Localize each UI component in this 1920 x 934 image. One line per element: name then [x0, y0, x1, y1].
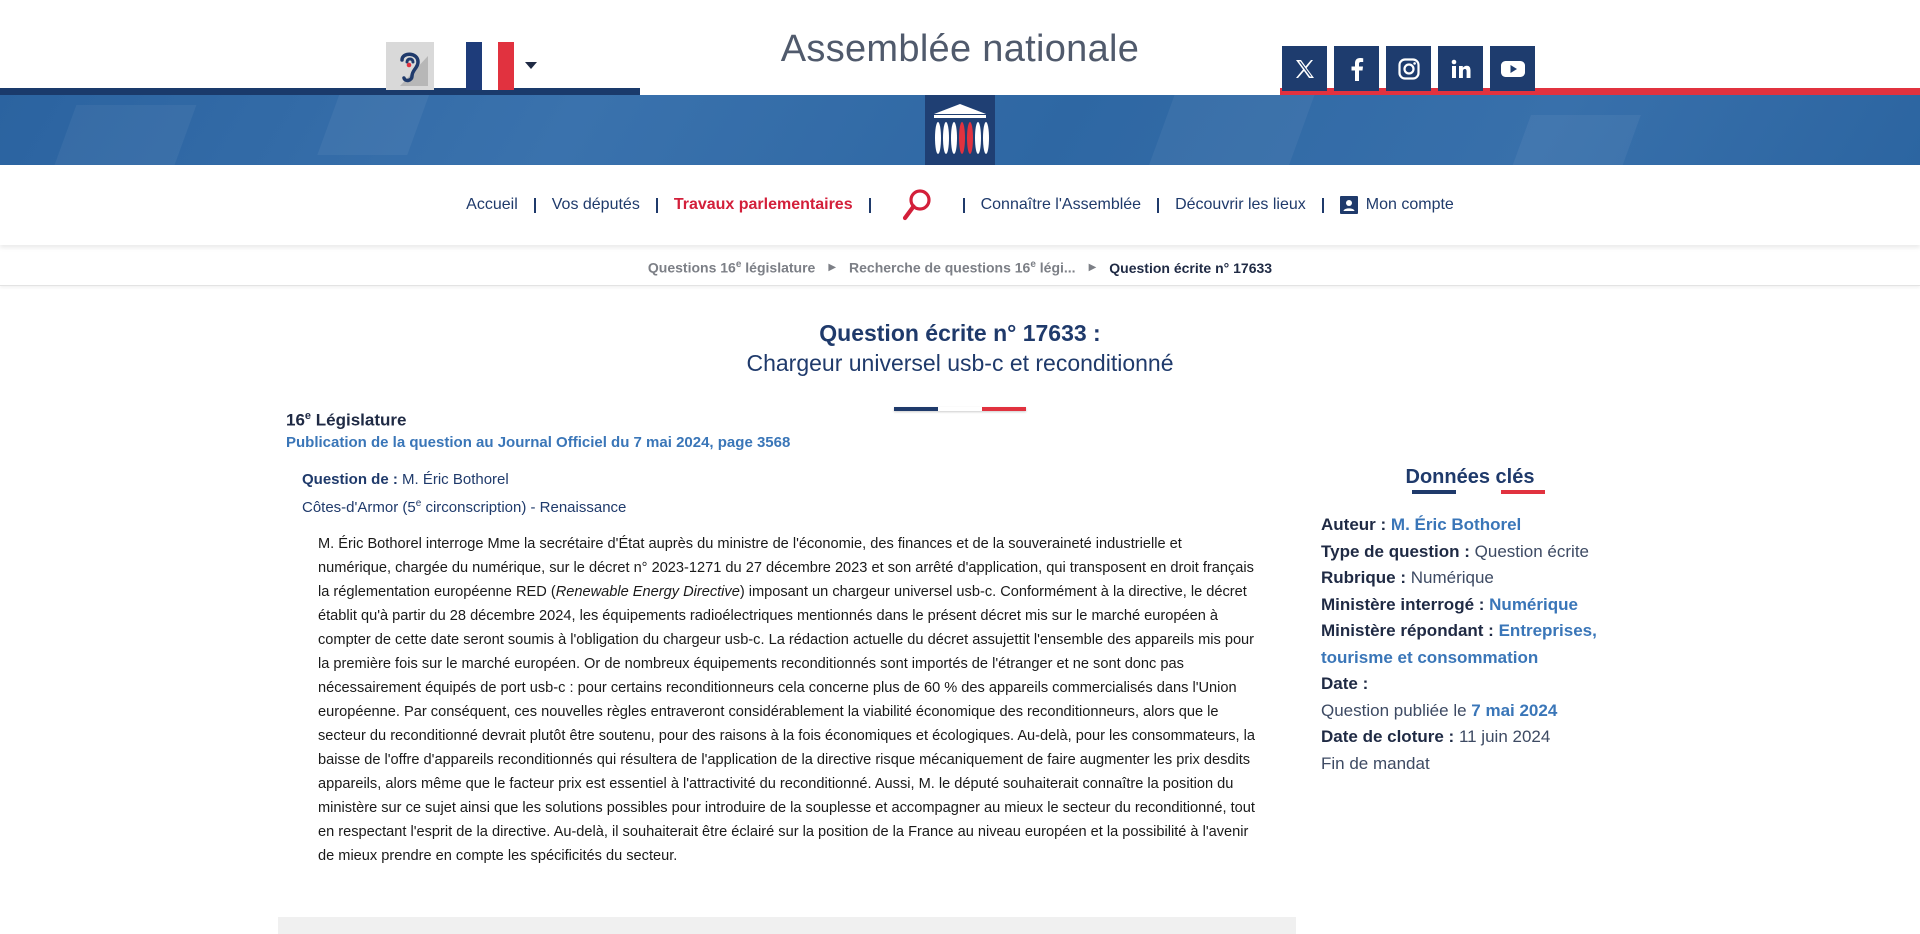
key-type: Type de question : Question écrite: [1321, 541, 1589, 561]
key-data-title: Données clés: [1405, 466, 1535, 488]
question-author: [302, 468, 626, 492]
author-name: M. Éric Bothorel: [397, 471, 509, 488]
language-selector[interactable]: [466, 42, 538, 90]
nav-item-accueil[interactable]: [450, 196, 534, 214]
france-flag-icon: [466, 42, 514, 90]
instagram-icon: [1397, 57, 1421, 81]
nav-item-travaux-parlementaires[interactable]: [658, 196, 869, 214]
question-body: M. Éric Bothorel interroge Mme la secrétaire d'État auprès du ministre de l'économie, des finances et de la souveraineté industrielle et numérique, chargée du numérique, sur le décret n° 2023-1271 du 27 décembre 2023 et son arrêté d'application, qui transposent en droit français la réglementation européenne RED (Renewable Energy Directive) imposant un chargeur universel usb-c. Conformément à la directive, le décret établit qu'à partir du 28 décembre 2024, les équipements radioélectriques mentionnés dans le présent décret mis sur le marché européen à compter de cette date seront soumis à l'obligation du chargeur usb-c. La rédaction actuelle du décret assujettit l'ensemble des appareils mis pour la première fois sur le marché européen. Or de nombreux équipements reconditionnés sont importés de l'étranger et ne sont donc pas nécessairement équipés de port usb-c : pour certains reconditionneurs cela concerne plus de 60 % des appareils commercialisés dans l'Union européenne. Par conséquent, ces nouvelles règles entraveront considérablement la viabilité économique des reconditionneurs, alors que le secteur du reconditionné devrait plutôt être soutenu, pour des raisons à la fois économiques et écologiques. Au-delà, pour les consommateurs, la baisse de l'offre d'appareils reconditionnés qui résultera de l'application de la directive risque mécaniquement de faire augmenter les prix desdits appareils, alors même que le facteur prix est essentiel à l'attractivité du reconditionné. Aussi, M. le député souhaiterait connaître la position du ministère sur ce sujet ainsi que les solutions possibles pour introduire de la souplesse et accompagner au mieux le secteur du reconditionné, tout en respectant l'esprit de la directive. Au-delà, il souhaiterait être éclairé sur la position de la France au niveau européen et la possibilité à l'avenir de mieux prendre en compte les spécificités du secteur.: [318, 536, 1255, 864]
header-stripe-navy: [0, 88, 640, 95]
assemblee-logo[interactable]: [925, 95, 995, 165]
youtube-icon: [1500, 59, 1526, 79]
tricolor-divider: [894, 407, 1026, 411]
nav-item-mon-compte[interactable]: [1324, 196, 1470, 214]
legislature-info: [286, 410, 790, 451]
site-header: [0, 0, 1920, 165]
nav-label: Travaux parlementaires: [673, 196, 853, 213]
nav-label: Connaître l'Assemblée: [980, 196, 1142, 213]
key-ministry-asked: Ministère interrogé : Numérique: [1321, 594, 1578, 614]
key-date: Date :: [1321, 674, 1369, 693]
ministry-answering-link[interactable]: Entreprises, tourisme et consommation: [1321, 621, 1597, 667]
social-links: [1282, 46, 1535, 91]
facebook-icon: [1346, 57, 1368, 81]
ministry-asked-link[interactable]: Numérique: [1489, 594, 1578, 614]
constituency: Côtes-d'Armor (5e circonscription) - Renaissance: [302, 498, 627, 516]
nav-label: Mon compte: [1365, 196, 1454, 213]
chevron-right-icon: ▶: [1088, 262, 1097, 273]
question-title-block: [640, 318, 1280, 378]
x-logo-icon: [1293, 57, 1317, 81]
publication-info: Publication de la question au Journal Officiel du 7 mai 2024, page 3568: [286, 433, 791, 451]
nav-label: Découvrir les lieux: [1175, 196, 1306, 213]
facebook-social-button[interactable]: [1334, 46, 1379, 91]
answer-section-box: [278, 917, 1296, 934]
key-end-note: Fin de mandat: [1321, 753, 1430, 773]
breadcrumb-item-recherche[interactable]: Recherche de questions 16e légi...: [849, 259, 1076, 276]
main-navigation: [0, 165, 1920, 245]
key-published: Question publiée le 7 mai 2024: [1321, 700, 1558, 720]
question-author-block: [302, 468, 626, 520]
chevron-down-icon: [524, 61, 538, 71]
youtube-social-button[interactable]: [1490, 46, 1535, 91]
account-icon: [1340, 196, 1358, 214]
accessibility-button[interactable]: [386, 42, 434, 90]
nav-label: Vos députés: [551, 196, 640, 213]
legislature-title: 16e Législature: [286, 410, 407, 430]
site-title[interactable]: Assemblée nationale: [780, 28, 1140, 70]
nav-label: Accueil: [466, 196, 518, 213]
key-rubric: Rubrique : Numérique: [1321, 568, 1494, 587]
nav-item-vos-deputes[interactable]: [536, 196, 656, 214]
search-button[interactable]: [871, 187, 963, 223]
chevron-right-icon: ▶: [828, 262, 837, 273]
author-label: Question de :: [302, 471, 398, 488]
published-date-link[interactable]: 7 mai 2024: [1471, 700, 1558, 720]
key-author: Auteur : M. Éric Bothorel: [1321, 515, 1522, 534]
search-icon: [899, 187, 935, 223]
key-ministry-answering: Ministère répondant : Entreprises, tourisme et consommation: [1321, 621, 1597, 667]
nav-item-connaitre-assemblee[interactable]: [965, 196, 1157, 214]
breadcrumb-item-current: Question écrite n° 17633: [1109, 259, 1273, 276]
page-title: Question écrite n° 17633 :: [819, 320, 1101, 346]
author-link[interactable]: M. Éric Bothorel: [1390, 515, 1522, 534]
nav-item-decouvrir-lieux[interactable]: [1159, 196, 1322, 214]
x-social-button[interactable]: [1282, 46, 1327, 91]
breadcrumb-item-questions[interactable]: Questions 16e législature: [647, 259, 816, 276]
ear-icon: [392, 46, 428, 86]
tricolor-underline: [1412, 490, 1545, 494]
linkedin-social-button[interactable]: [1438, 46, 1483, 91]
hemicycle-logo-icon: [928, 100, 992, 160]
key-data-list: [1321, 512, 1621, 777]
page-subtitle: Chargeur universel usb-c et reconditionné: [746, 350, 1174, 376]
breadcrumb: [0, 250, 1920, 286]
key-closing: Date de cloture : 11 juin 2024: [1321, 727, 1551, 746]
linkedin-icon: [1449, 57, 1473, 81]
instagram-social-button[interactable]: [1386, 46, 1431, 91]
